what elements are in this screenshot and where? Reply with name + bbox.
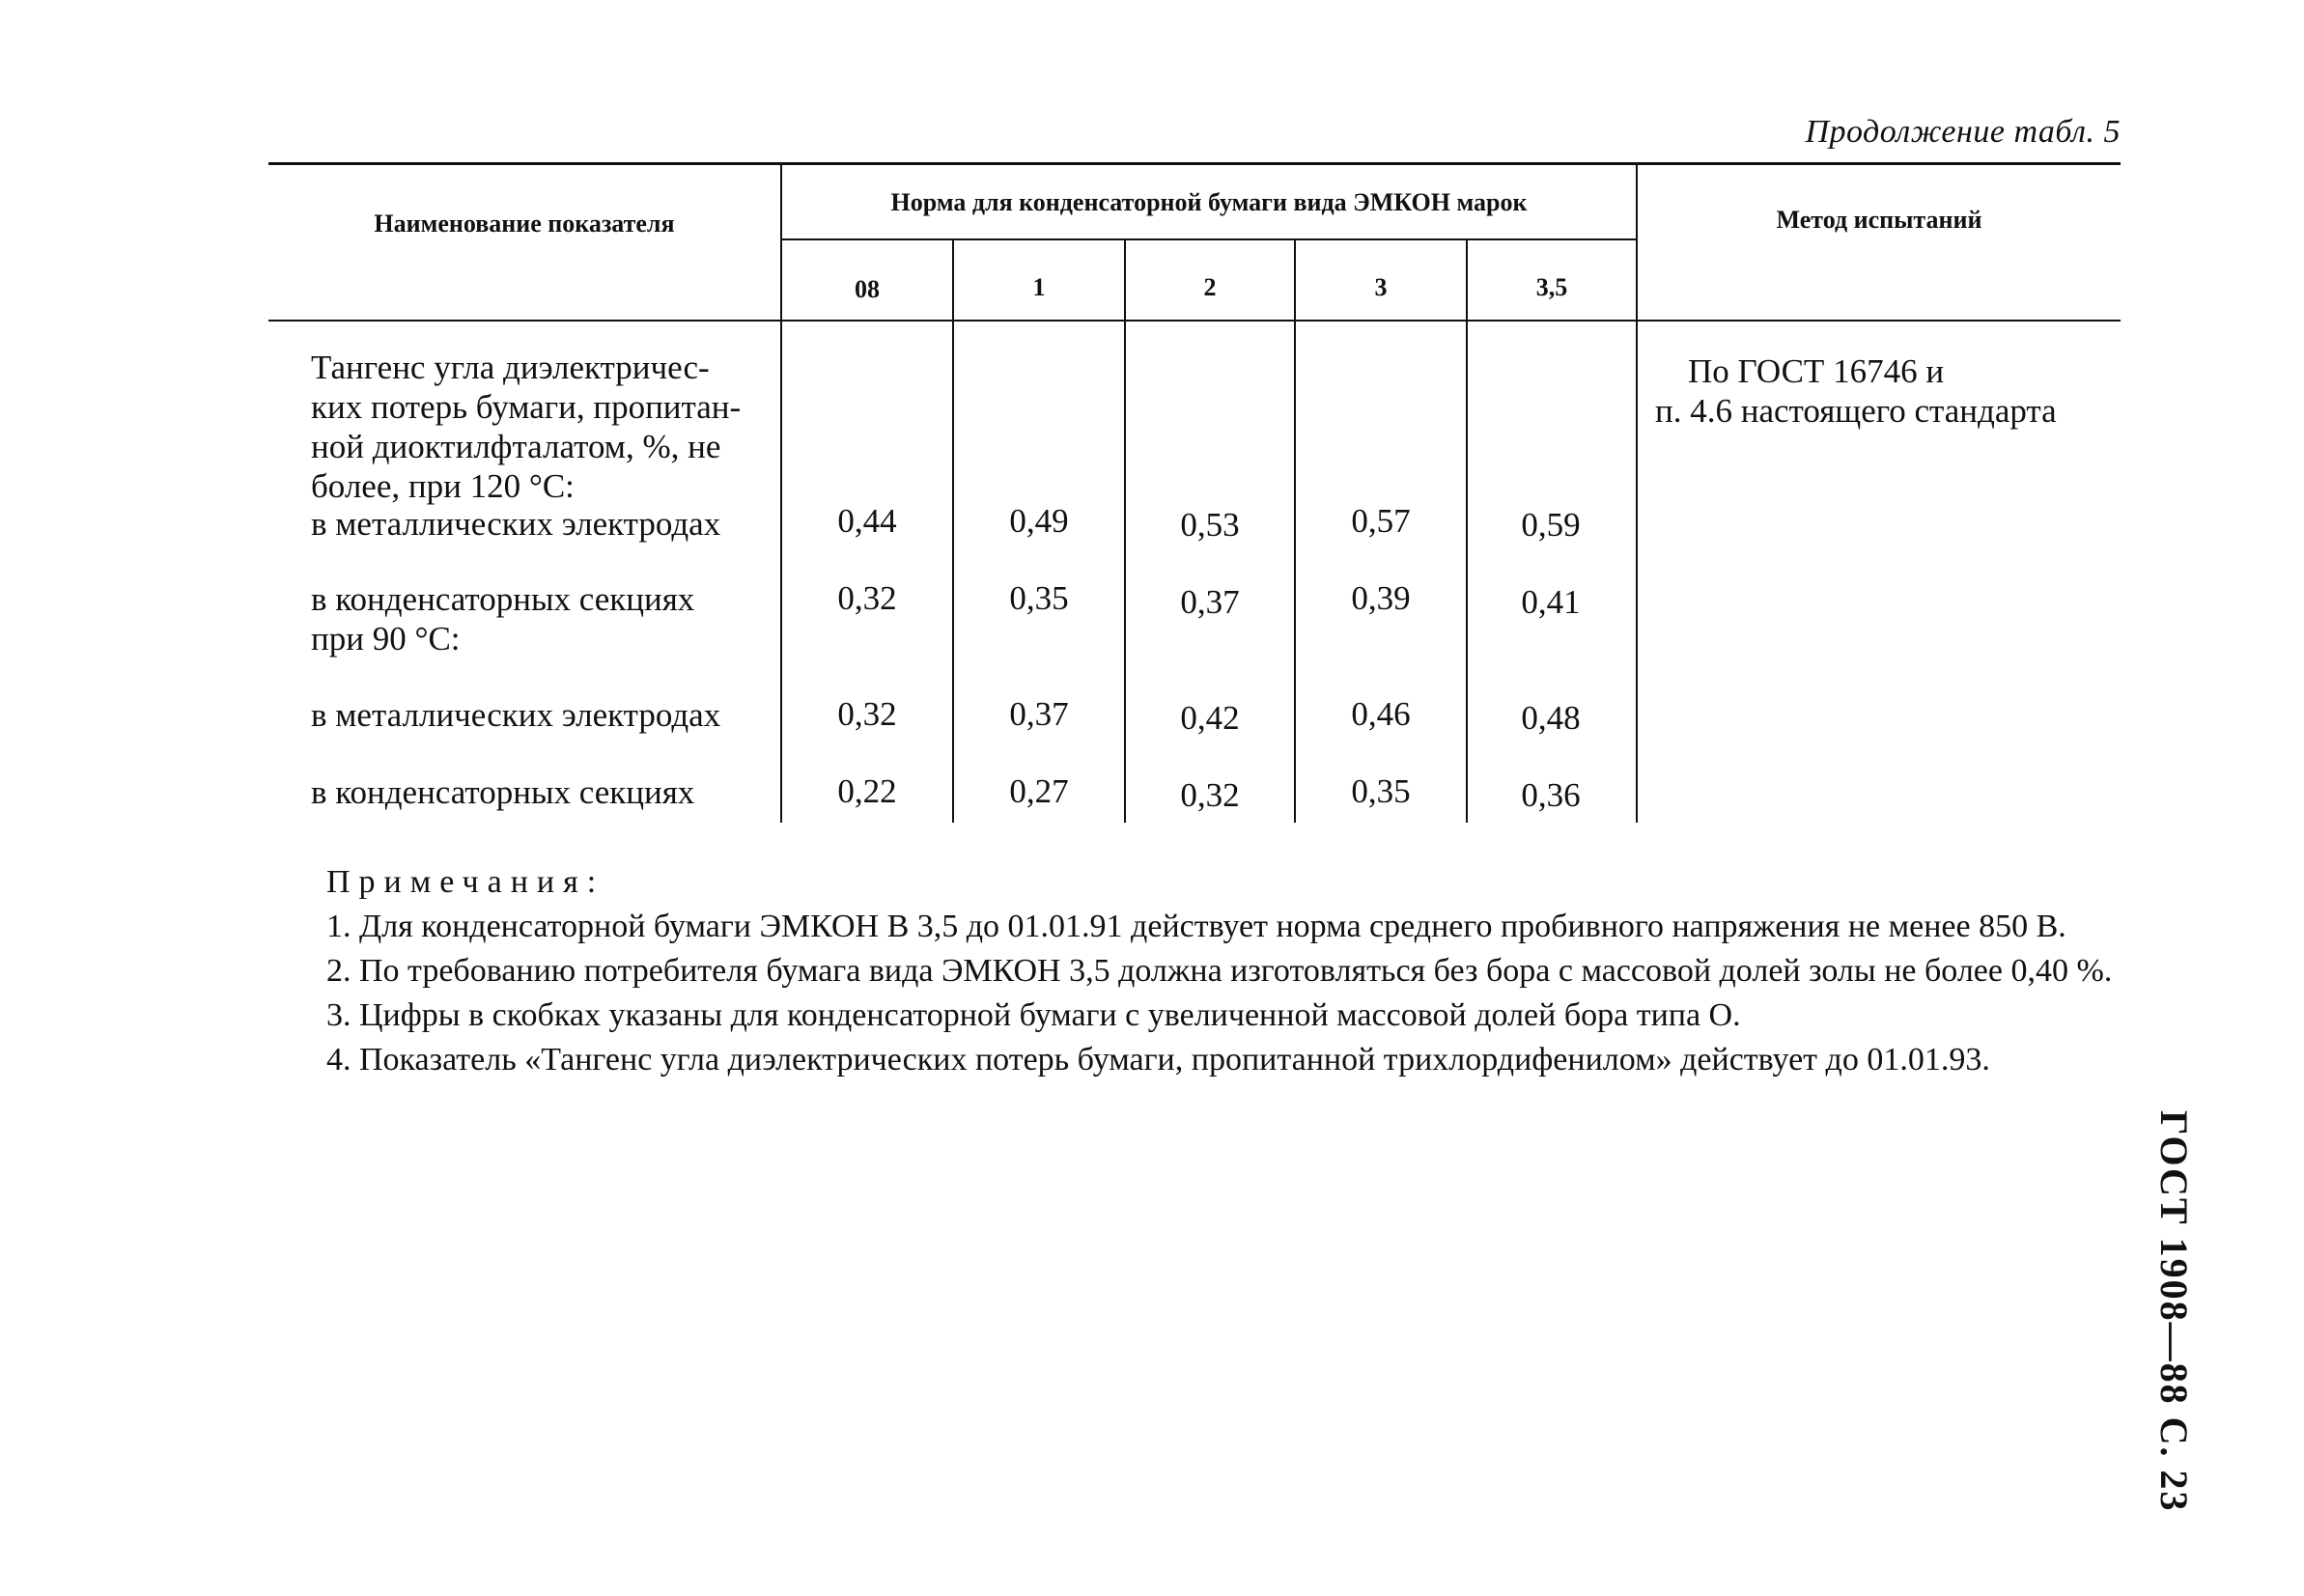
value-cell: 0,37 [1009, 695, 1069, 733]
page-side-label: ГОСТ 1908—88 С. 23 [2152, 1110, 2196, 1513]
value-cell: 0,44 [837, 502, 897, 540]
value-cell: 0,41 [1521, 583, 1581, 621]
notes-title: Примечания: [326, 864, 605, 900]
value-cell: 0,27 [1009, 772, 1069, 810]
value-cell: 0,39 [1351, 579, 1411, 617]
value-cell: 0,32 [837, 579, 897, 617]
row-label: в металлических электродах [311, 505, 721, 543]
header-grade-3: 3 [1374, 273, 1388, 301]
value-cell: 0,22 [837, 772, 897, 810]
note-4: 4. Показатель «Тангенс угла диэлектрических потерь бумаги, пропитанной трихлордифенилом» действует до 01.01.93. [326, 1042, 1990, 1078]
notes-block [268, 908, 2115, 1085]
method-line-2: п. 4.6 настоящего стандарта [1655, 392, 2057, 430]
indicator-line-3: ной диоктилфталатом, %, не [311, 428, 721, 465]
value-cell: 0,57 [1351, 502, 1411, 540]
grade-header-rule [780, 238, 1638, 240]
indicator-line-2: ких потерь бумаги, пропитан- [311, 388, 742, 426]
indicator-line-4: более, при 120 °С: [311, 467, 575, 505]
value-cell: 0,59 [1521, 506, 1581, 544]
row-label: в металлических электродах [311, 696, 721, 734]
header-grade-1: 1 [1032, 273, 1046, 301]
value-cell: 0,46 [1351, 695, 1411, 733]
header-norm-group: Норма для конденсаторной бумаги вида ЭМКОН марок [890, 188, 1528, 216]
value-cell: 0,35 [1351, 772, 1411, 810]
value-cell: 0,36 [1521, 776, 1581, 814]
note-3: 3. Цифры в скобках указаны для конденсаторной бумаги с увеличенной массовой долей бора типа О. [326, 997, 1741, 1033]
method-line-1: По ГОСТ 16746 и [1688, 352, 1945, 390]
header-bottom-rule [268, 320, 2121, 322]
header-indicator-name: Наименование показателя [374, 210, 675, 238]
value-cell: 0,49 [1009, 502, 1069, 540]
value-cell: 0,37 [1180, 583, 1240, 621]
header-grade-08: 08 [855, 275, 880, 303]
value-cell: 0,35 [1009, 579, 1069, 617]
header-method: Метод испытаний [1776, 206, 1982, 234]
value-cell: 0,53 [1180, 506, 1240, 544]
header-grade-2: 2 [1203, 273, 1217, 301]
header-grade-3-5: 3,5 [1535, 273, 1568, 301]
value-cell: 0,42 [1180, 699, 1240, 737]
indicator-line-1: Тангенс угла диэлектричес- [311, 349, 710, 386]
row-label: в конденсаторных секциях [311, 580, 695, 618]
note-1: 1. Для конденсаторной бумаги ЭМКОН В 3,5 до 01.01.91 действует норма среднего пробивного напряжения не менее 850 В. [326, 909, 2066, 944]
row-subheading: при 90 °С: [311, 620, 461, 658]
table-continuation-label: Продолжение табл. 5 [1805, 114, 2121, 150]
value-cell: 0,48 [1521, 699, 1581, 737]
value-cell: 0,32 [837, 695, 897, 733]
value-cell: 0,32 [1180, 776, 1240, 814]
note-2: 2. По требованию потребителя бумага вида ЭМКОН 3,5 должна изготовляться без бора с массовой долей золы не более 0,40 %. [326, 953, 2113, 989]
row-label: в конденсаторных секциях [311, 773, 695, 811]
table-top-rule [268, 162, 2121, 165]
